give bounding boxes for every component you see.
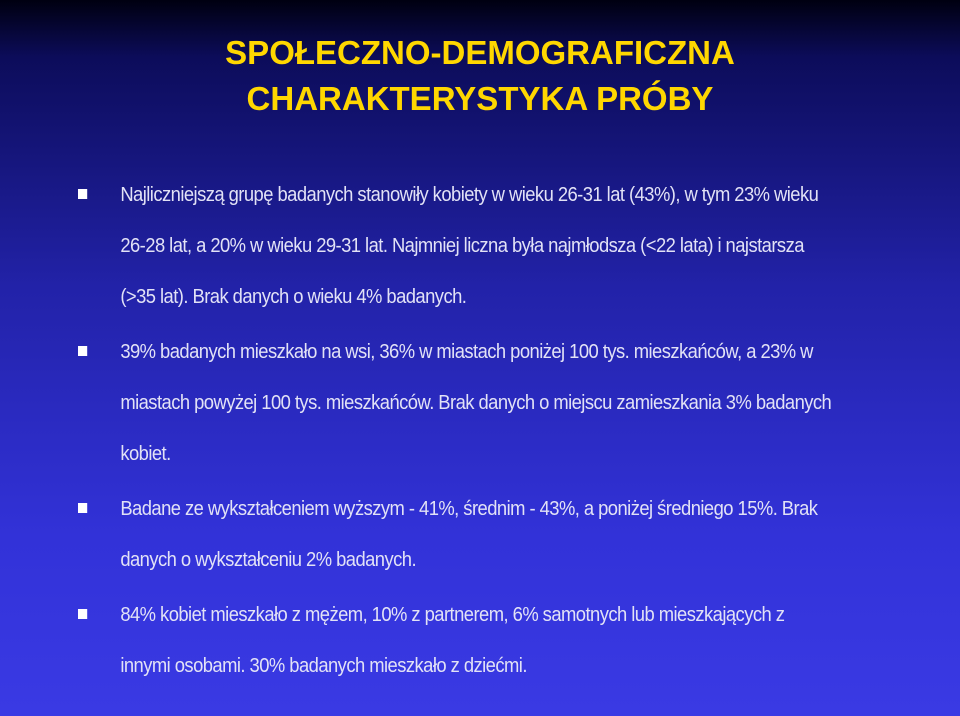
bullet-item-residence <box>78 327 832 480</box>
square-bullet-icon <box>78 189 87 199</box>
square-bullet-icon <box>78 503 87 513</box>
slide-title <box>0 30 960 122</box>
bullet-list <box>78 170 898 696</box>
bullet-text: 39% badanych mieszkało na wsi, 36% w miastach poniżej 100 tys. mieszkańców, a 23% w miastach powyżej 100 tys. mieszkańców. Brak danych o miejscu zamieszkania 3% badanych kobiet. <box>120 341 832 465</box>
title-line-2: CHARAKTERYSTYKA PRÓBY <box>246 80 714 117</box>
bullet-item-education <box>78 484 832 586</box>
square-bullet-icon <box>78 609 87 619</box>
title-line-1: SPOŁECZNO-DEMOGRAFICZNA <box>225 34 735 71</box>
bullet-item-age <box>78 170 832 323</box>
square-bullet-icon <box>78 346 87 356</box>
bullet-text: Najliczniejszą grupę badanych stanowiły kobiety w wieku 26-31 lat (43%), w tym 23% wieku 26-28 lat, a 20% w wieku 29-31 lat. Najmniej liczna była najmłodsza (<22 lata) i najstarsza (>35 lat). Brak danych o wieku 4% badanych. <box>120 184 819 308</box>
bullet-text: Badane ze wykształceniem wyższym - 41%, średnim - 43%, a poniżej średniego 15%. Brak danych o wykształceniu 2% badanych. <box>120 498 818 571</box>
bullet-item-household <box>78 590 832 692</box>
bullet-text: 84% kobiet mieszkało z mężem, 10% z partnerem, 6% samotnych lub mieszkających z innymi osobami. 30% badanych mieszkało z dziećmi. <box>120 604 785 677</box>
